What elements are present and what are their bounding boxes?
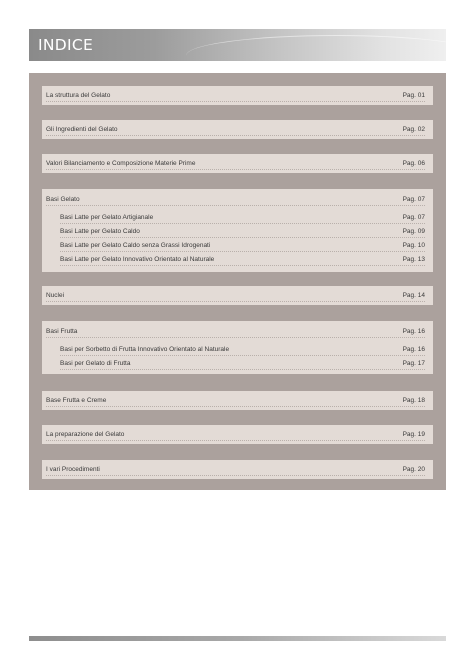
toc-subentry-page: Pag. 10 (402, 241, 425, 249)
toc-subentry-label: Basi per Gelato di Frutta (60, 359, 131, 367)
toc-entry-label: Basi Frutta (46, 327, 78, 335)
toc-entry[interactable] (42, 391, 433, 410)
toc-entry[interactable] (42, 120, 433, 139)
page-header (29, 29, 446, 61)
toc-subentry-label: Basi Latte per Gelato Caldo senza Grassi Idrogenati (60, 241, 211, 249)
toc-line (46, 89, 425, 102)
footer-bar (29, 636, 446, 641)
toc-subentry[interactable] (60, 211, 425, 224)
toc-subentry-page: Pag. 16 (402, 345, 425, 353)
toc-subentry-page: Pag. 17 (402, 359, 425, 367)
toc-subentry-label: Basi Latte per Gelato Caldo (60, 227, 140, 235)
toc-entry-page: Pag. 01 (402, 91, 425, 99)
toc-subentry[interactable] (60, 357, 425, 370)
toc-entry[interactable] (42, 286, 433, 305)
toc-entry-label: I vari Procedimenti (46, 465, 100, 473)
toc-line (46, 123, 425, 136)
toc-subentry-page: Pag. 07 (402, 213, 425, 221)
toc-entry-label: Base Frutta e Creme (46, 396, 107, 404)
toc-subentry-label: Basi Latte per Gelato Artigianale (60, 213, 154, 221)
toc-subentry[interactable] (60, 239, 425, 252)
toc-subentry[interactable] (60, 225, 425, 238)
toc-entry-page: Pag. 20 (402, 465, 425, 473)
toc-entry-page: Pag. 16 (402, 327, 425, 335)
toc-entry-label: Nuclei (46, 291, 65, 299)
page-title: INDICE (38, 36, 94, 54)
toc-subentry-page: Pag. 13 (402, 255, 425, 263)
toc-subentry-page: Pag. 09 (402, 227, 425, 235)
toc-subentry[interactable] (60, 343, 425, 356)
toc-entry-page: Pag. 02 (402, 125, 425, 133)
toc-section (42, 321, 433, 374)
toc-line (46, 289, 425, 302)
toc-line (46, 428, 425, 441)
toc-line (46, 157, 425, 170)
toc-entry-label: Gli Ingredienti del Gelato (46, 125, 118, 133)
toc-entry[interactable] (46, 325, 425, 338)
toc-entry-label: La preparazione del Gelato (46, 430, 125, 438)
toc-line (46, 394, 425, 407)
toc-entry-page: Pag. 14 (402, 291, 425, 299)
toc-subentry-label: Basi per Sorbetto di Frutta Innovativo Orientato al Naturale (60, 345, 230, 353)
toc-section (42, 189, 433, 272)
toc-entry-label: Valori Bilanciamento e Composizione Materie Prime (46, 159, 196, 167)
toc-entry-page: Pag. 18 (402, 396, 425, 404)
toc-subentry-label: Basi Latte per Gelato Innovativo Orientato al Naturale (60, 255, 215, 263)
toc-entry-label: La struttura del Gelato (46, 91, 111, 99)
toc-entry-page: Pag. 19 (402, 430, 425, 438)
toc-entry-page: Pag. 07 (402, 195, 425, 203)
toc-entry[interactable] (46, 193, 425, 206)
toc-entry[interactable] (42, 460, 433, 479)
toc-line (46, 463, 425, 476)
table-of-contents (29, 73, 446, 490)
toc-entry-page: Pag. 06 (402, 159, 425, 167)
toc-subentry[interactable] (60, 253, 425, 266)
toc-entry[interactable] (42, 86, 433, 105)
toc-entry-label: Basi Gelato (46, 195, 80, 203)
toc-entry[interactable] (42, 425, 433, 444)
toc-entry[interactable] (42, 154, 433, 173)
